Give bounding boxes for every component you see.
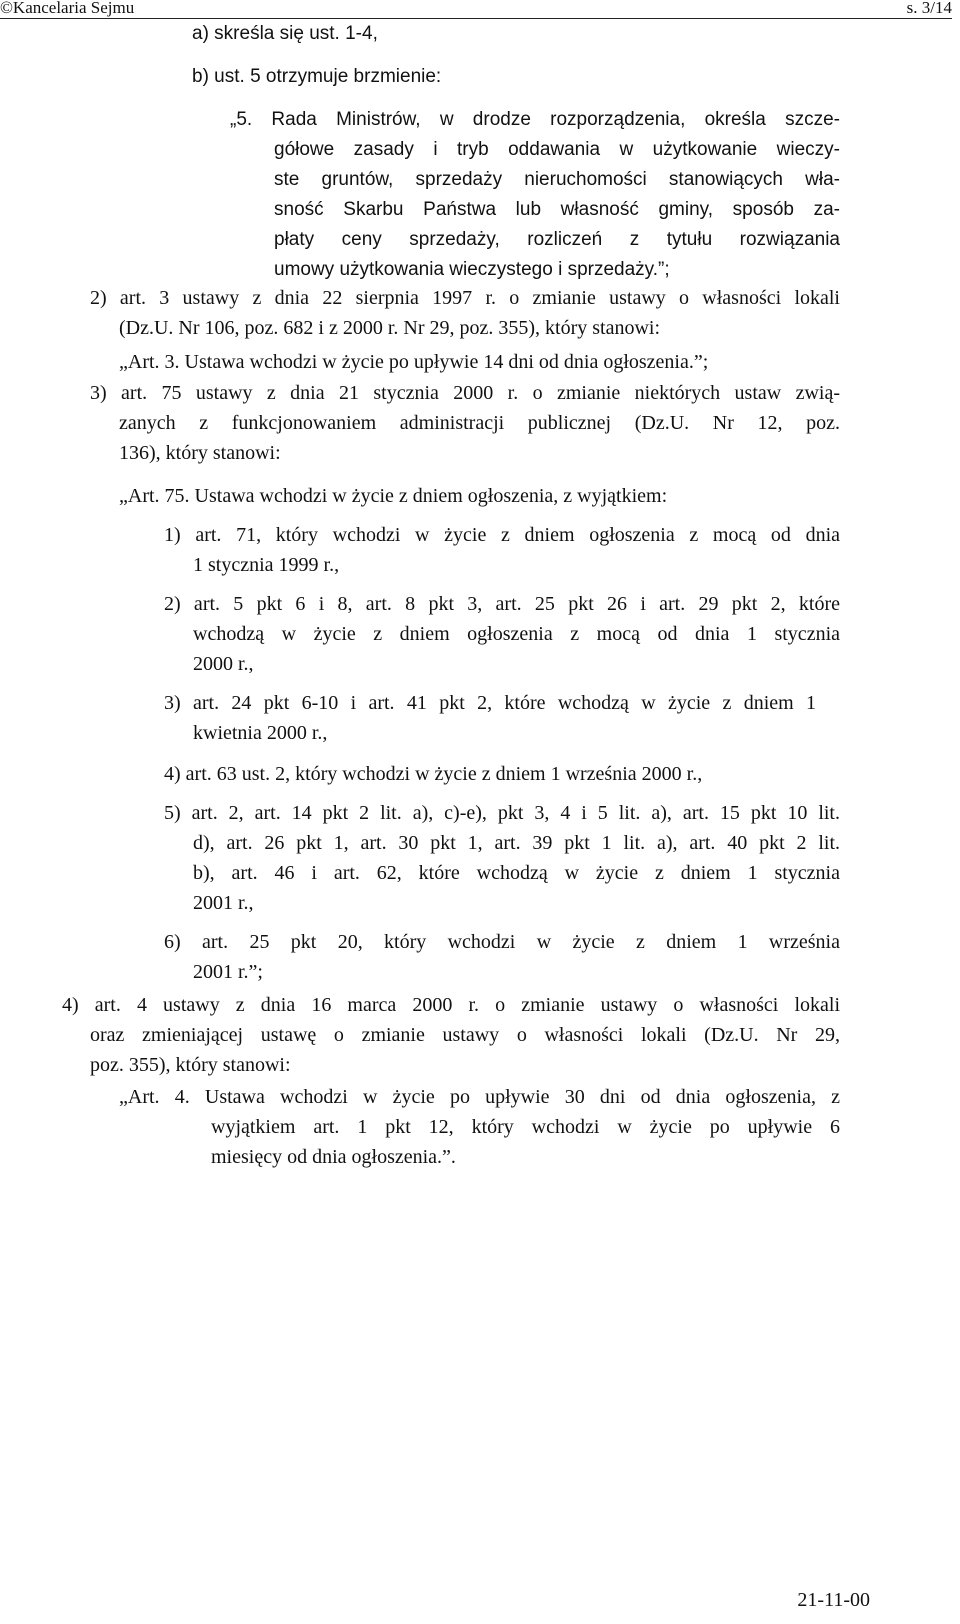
text-line: 2001 r.”; bbox=[193, 961, 263, 983]
header-copyright: ©Kancelaria Sejmu bbox=[0, 0, 135, 17]
text-line: 4) art. 63 ust. 2, który wchodzi w życie z dniem 1 września 2000 r., bbox=[164, 763, 703, 785]
text-line: 2001 r., bbox=[193, 892, 254, 914]
text-line: „Art. 3. Ustawa wchodzi w życie po upływie 14 dni od dnia ogłoszenia.”; bbox=[119, 351, 709, 373]
text-line: gółowe zasady i tryb oddawania w użytkowanie wieczy- bbox=[274, 139, 840, 160]
text-line: (Dz.U. Nr 106, poz. 682 i z 2000 r. Nr 29, poz. 355), który stanowi: bbox=[119, 317, 661, 339]
text-line: 2000 r., bbox=[193, 653, 254, 675]
text-line: wyjątkiem art. 1 pkt 12, który wchodzi w życie po upływie 6 bbox=[211, 1116, 840, 1138]
text-line: 1) art. 71, który wchodzi w życie z dniem ogłoszenia z mocą od dnia bbox=[164, 524, 840, 546]
text-line: 2) art. 3 ustawy z dnia 22 sierpnia 1997 r. o zmianie ustawy o własności lokali bbox=[90, 287, 840, 309]
text-line: wchodzą w życie z dniem ogłoszenia z mocą od dnia 1 stycznia bbox=[193, 623, 840, 645]
text-line: 3) art. 75 ustawy z dnia 21 stycznia 2000 r. o zmianie niektórych ustaw zwią- bbox=[90, 382, 840, 404]
page-header bbox=[0, 0, 952, 19]
text-line: b), art. 46 i art. 62, które wchodzą w życie z dniem 1 stycznia bbox=[193, 862, 840, 884]
text-line: d), art. 26 pkt 1, art. 30 pkt 1, art. 39 pkt 1 lit. a), art. 40 pkt 2 lit. bbox=[193, 832, 840, 854]
text-line: b) ust. 5 otrzymuje brzmienie: bbox=[192, 66, 442, 87]
text-line: 4) art. 4 ustawy z dnia 16 marca 2000 r. o zmianie ustawy o własności lokali bbox=[62, 994, 840, 1016]
text-line: a) skreśla się ust. 1-4, bbox=[192, 23, 378, 44]
text-line: umowy użytkowania wieczystego i sprzedaży.”; bbox=[274, 259, 670, 280]
text-line: 6) art. 25 pkt 20, który wchodzi w życie z dniem 1 września bbox=[164, 931, 840, 953]
text-line: kwietnia 2000 r., bbox=[193, 722, 328, 744]
text-line: ste gruntów, sprzedaży nieruchomości stanowiących wła- bbox=[274, 169, 840, 190]
text-line: miesięcy od dnia ogłoszenia.”. bbox=[211, 1146, 456, 1168]
text-line: „Art. 4. Ustawa wchodzi w życie po upływie 30 dni od dnia ogłoszenia, z bbox=[119, 1086, 840, 1108]
text-line: oraz zmieniającej ustawę o zmianie ustawy o własności lokali (Dz.U. Nr 29, bbox=[90, 1024, 840, 1046]
text-line: „5. Rada Ministrów, w drodze rozporządzenia, określa szcze- bbox=[230, 109, 840, 130]
text-line: 3) art. 24 pkt 6-10 i art. 41 pkt 2, które wchodzą w życie z dniem 1 bbox=[164, 692, 816, 714]
text-line: 1 stycznia 1999 r., bbox=[193, 554, 340, 576]
text-line: „Art. 75. Ustawa wchodzi w życie z dniem ogłoszenia, z wyjątkiem: bbox=[119, 485, 668, 507]
text-line: płaty ceny sprzedaży, rozliczeń z tytułu rozwiązania bbox=[274, 229, 840, 250]
text-line: poz. 355), który stanowi: bbox=[90, 1054, 291, 1076]
text-line: 5) art. 2, art. 14 pkt 2 lit. a), c)-e), pkt 3, 4 i 5 lit. a), art. 15 pkt 10 lit. bbox=[164, 802, 840, 824]
text-line: 136), który stanowi: bbox=[119, 442, 281, 464]
text-line: 2) art. 5 pkt 6 i 8, art. 8 pkt 3, art. 25 pkt 26 i art. 29 pkt 2, które bbox=[164, 593, 840, 615]
footer-date: 21-11-00 bbox=[797, 1589, 870, 1611]
header-page-number: s. 3/14 bbox=[906, 0, 952, 17]
text-line: sność Skarbu Państwa lub własność gminy, sposób za- bbox=[274, 199, 840, 220]
text-line: zanych z funkcjonowaniem administracji publicznej (Dz.U. Nr 12, poz. bbox=[119, 412, 840, 434]
